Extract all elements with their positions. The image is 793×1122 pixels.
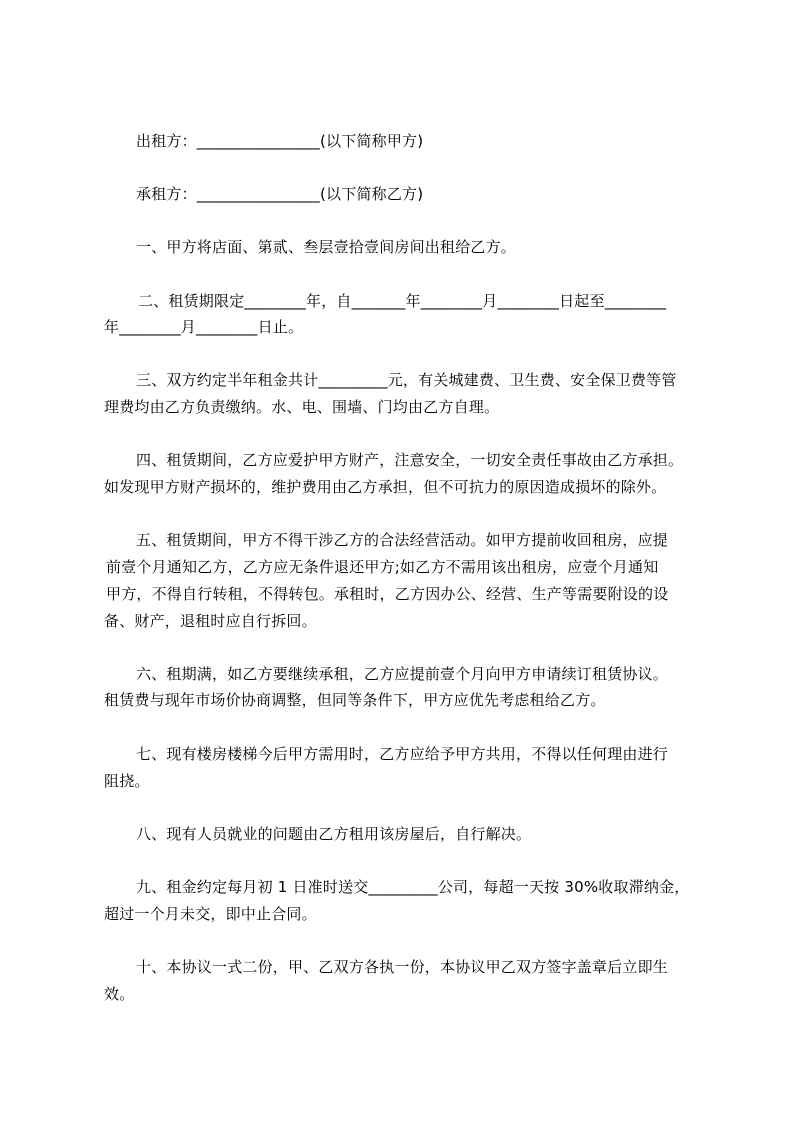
clause-3-line-1: 三、双方约定半年租金共计_________元，有关城建费、卫生费、安全保卫费等管	[136, 371, 677, 389]
clause-7-line-1: 七、现有楼房楼梯今后甲方需用时，乙方应给予甲方共用，不得以任何理由进行	[136, 745, 669, 763]
clause-4-line-1: 四、租赁期间，乙方应爱护甲方财产，注意安全，一切安全责任事故由乙方承担。	[136, 451, 684, 469]
clause-6-line-2: 租赁费与现年市场价协商调整，但同等条件下，甲方应优先考虑租给乙方。	[104, 691, 606, 709]
clause-7-line-2: 阻挠。	[104, 772, 150, 790]
lessor-line: 出租方：________________(以下简称甲方)	[136, 132, 424, 150]
clause-10-line-1: 十、本协议一式二份，甲、乙双方各执一份，本协议甲乙双方签字盖章后立即生	[136, 958, 669, 976]
clause-1-line-1: 一、甲方将店面、第贰、叁层壹拾壹间房间出租给乙方。	[136, 238, 517, 256]
clause-8-line-1: 八、现有人员就业的问题由乙方租用该房屋后，自行解决。	[136, 825, 532, 843]
clause-5-line-1: 五、租赁期间，甲方不得干涉乙方的合法经营活动。如甲方提前收回租房，应提	[136, 531, 669, 549]
clause-5-line-2: 前壹个月通知乙方，乙方应无条件退还甲方;如乙方不需用该出租房，应壹个月通知	[106, 558, 659, 576]
clause-6-line-1: 六、租期满，如乙方要继续承租，乙方应提前壹个月向甲方申请续订租赁协议。	[136, 665, 669, 683]
clause-9-line-1: 九、租金约定每月初 1 日准时送交_________公司，每超一天按 30%收取滞纳金，	[136, 878, 690, 896]
clause-5-line-3: 甲方，不得自行转租，不得转包。承租时，乙方因办公、经营、生产等需要附设的设	[106, 585, 669, 603]
clause-9-line-2: 超过一个月未交，即中止合同。	[104, 905, 317, 923]
clause-3-line-2: 理费均由乙方负责缴纳。水、电、围墙、门均由乙方自理。	[104, 398, 500, 416]
clause-2-line-2: 年________月________日止。	[104, 318, 304, 336]
clause-2-line-1: 二、租赁期限定________年，自_______年________月________日起至________	[138, 292, 667, 310]
clause-5-line-4: 备、财产，退租时应自行拆回。	[104, 612, 317, 630]
lessee-line: 承租方：________________(以下简称乙方)	[136, 185, 424, 203]
clause-10-line-2: 效。	[104, 985, 135, 1003]
clause-4-line-2: 如发现甲方财产损坏的，维护费用由乙方承担，但不可抗力的原因造成损坏的除外。	[104, 478, 667, 496]
